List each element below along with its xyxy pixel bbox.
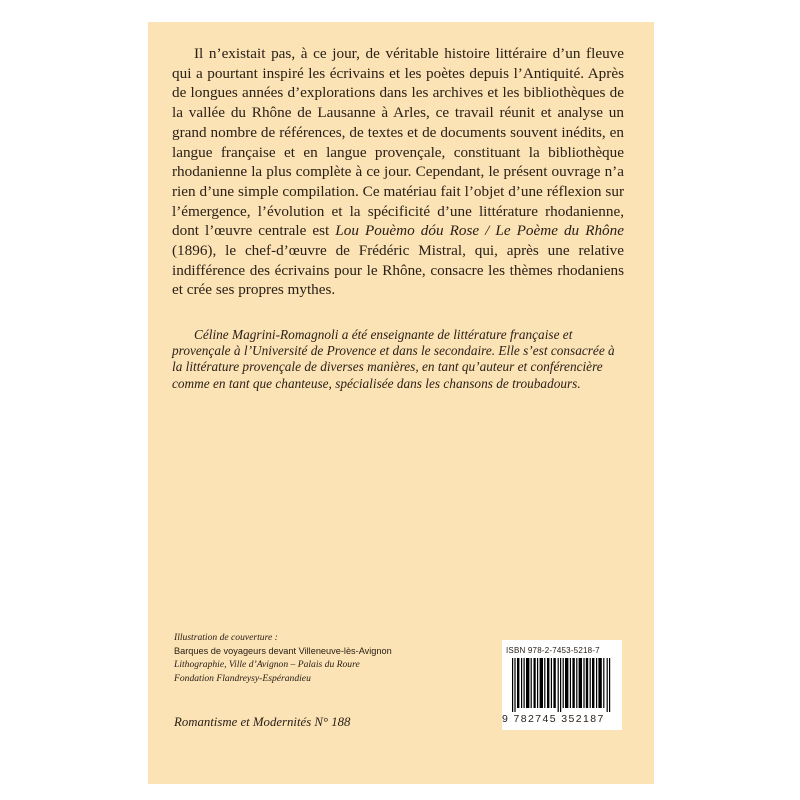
author-bio: Céline Magrini-Romagnoli a été enseignante de littérature française et provençale à l’Université de Provence et dans le secondaire. Elle s’est consacrée à la littérature provençale de diverses manières, en tant qu’auteur et conférencière comme en tant que chanteuse, spécialisée dans les chansons de troubadours.	[172, 327, 615, 391]
cover-illustration-credits	[174, 631, 474, 685]
isbn-label: ISBN 978-2-7453-5218-7	[506, 646, 600, 655]
work-title: Lou Pouèmo dóu Rose / Le Poème du Rhône	[335, 222, 624, 240]
series-title: Romantisme et Modernités N° 188	[174, 715, 351, 729]
credits-heading: Illustration de couverture :	[174, 632, 278, 643]
summary-text-part2: (1896), le chef-d’œuvre de Frédéric Mistral, qui, après une relative indifférence des écrivains pour le Rhône, consacre les thèmes rhodaniens et crée ses propres mythes.	[172, 242, 624, 299]
credits-line-2: Lithographie, Ville d’Avignon – Palais du Roure	[174, 659, 360, 671]
barcode-bars	[512, 658, 612, 712]
book-summary	[172, 44, 624, 300]
credits-line-3: Fondation Flandreysy-Espérandieu	[174, 672, 311, 684]
ean-digits: 9 782745 352187	[502, 713, 605, 725]
isbn-barcode	[502, 640, 622, 730]
summary-text-part1: Il n’existait pas, à ce jour, de véritable histoire littéraire d’un fleuve qui a pourtant inspiré les écrivains et les poètes depuis l’Antiquité. Après de longues années d’explorations dans les archives et les bibliothèques de la vallée du Rhône de Lausanne à Arles, ce travail réunit et analyse un grand nombre de références, de textes et de documents souvent inédits, en langue française et en langue provençale, constituant la bibliothèque rhodanienne la plus complète à ce jour. Cependant, le présent ouvrage n’a rien d’une simple compilation. Ce matériau fait l’objet d’une réflexion sur l’émergence, l’évolution et la spécificité d’une littérature rhodanienne, dont l’œuvre centrale est	[172, 45, 624, 240]
back-cover	[148, 22, 654, 784]
credits-line-1: Barques de voyageurs devant Villeneuve-lès-Avignon	[174, 645, 392, 656]
